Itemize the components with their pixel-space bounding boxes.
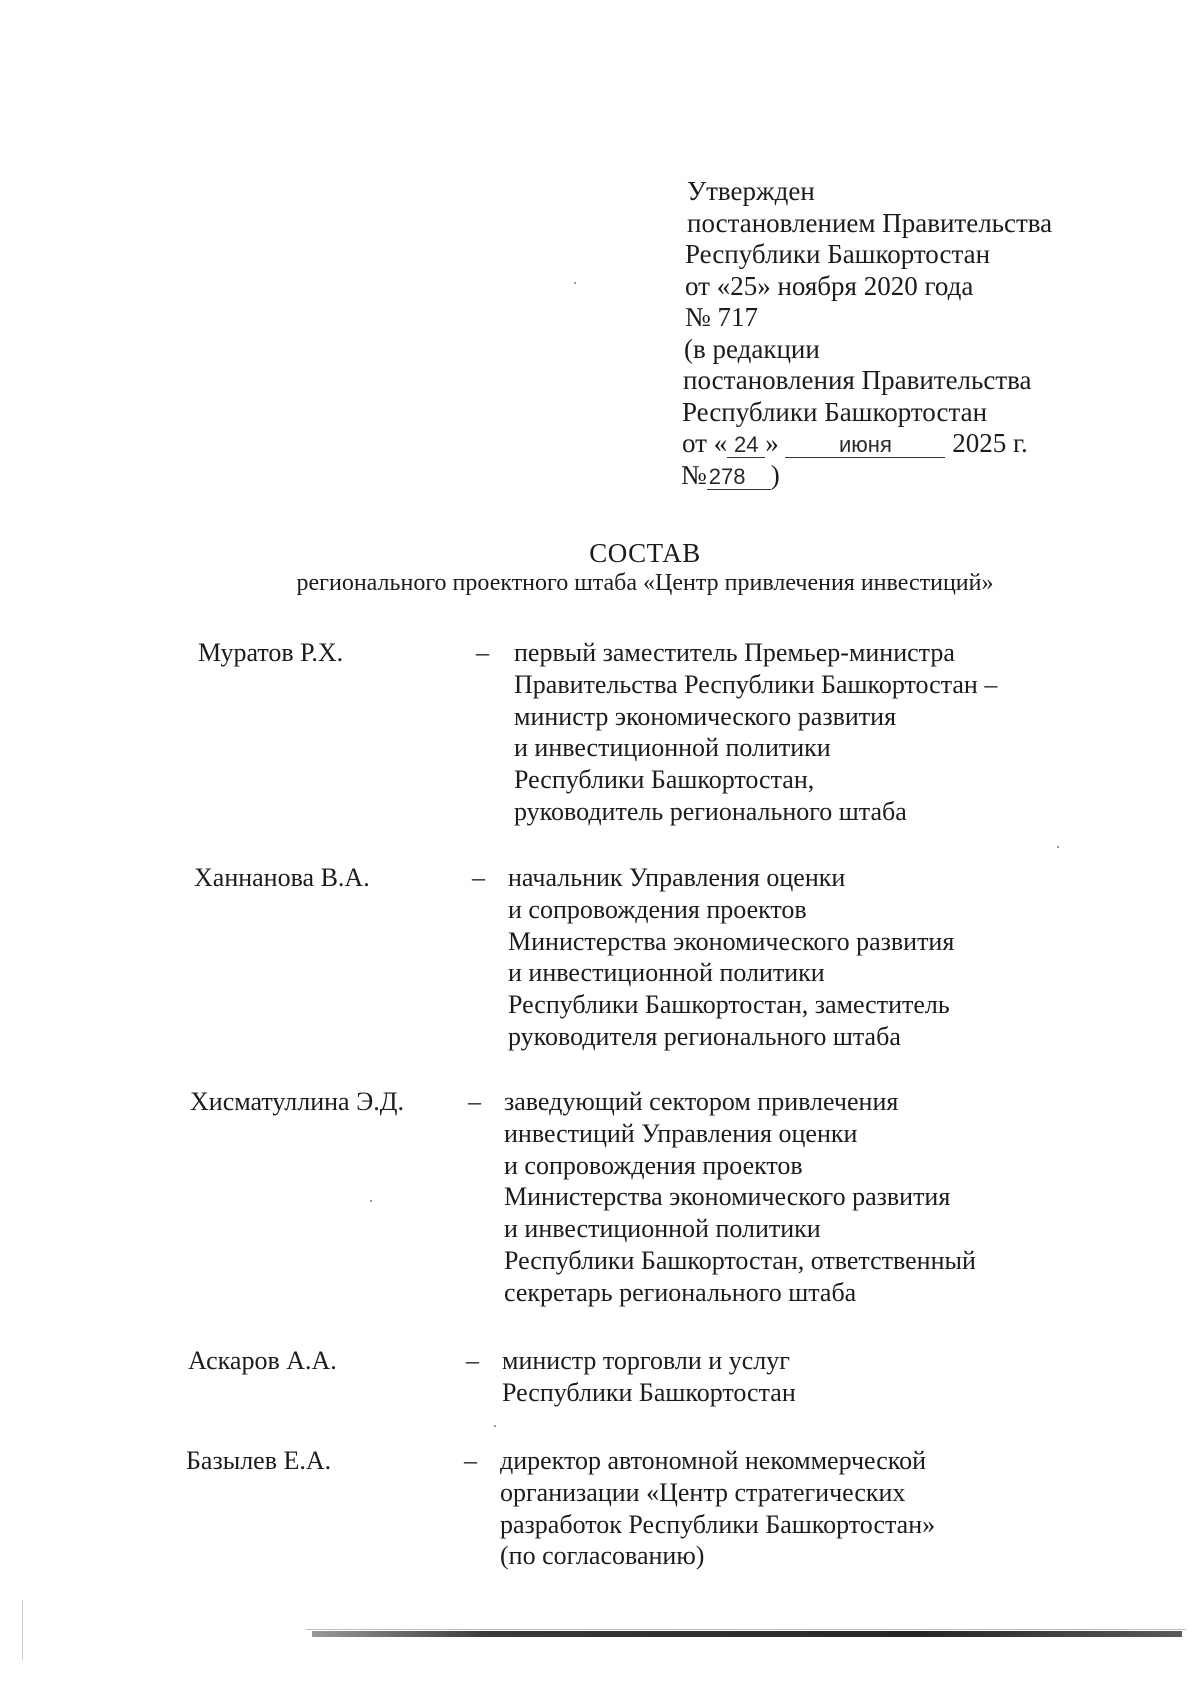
approval-line: Утвержден [687, 176, 815, 206]
number-suffix: ) [770, 459, 780, 490]
member-role-line: и сопровождения проектов [508, 894, 807, 924]
member-role-line: директор автономной некоммерческой [500, 1446, 926, 1475]
approval-line: Республики Башкортостан [682, 396, 988, 427]
member-role [500, 1445, 935, 1572]
document-subtitle: регионального проектного штаба «Центр привлечения инвестиций» [296, 570, 994, 596]
approval-line: постановлением Правительства [687, 207, 1053, 238]
member-name: Базылев Е.А. [186, 1446, 332, 1475]
approval-amendment-date [682, 428, 1107, 460]
scan-edge-mark [22, 1600, 23, 1660]
member-name: Ханнанова В.А. [194, 863, 370, 892]
member-role-line: Министерства экономического развития [504, 1182, 951, 1212]
member-role-line: и инвестиционной политики [508, 958, 825, 988]
member-role-line: начальник Управления оценки [508, 863, 846, 892]
member-role-line: руководителя регионального штаба [508, 1021, 901, 1051]
approval-stamp-block [681, 176, 1107, 491]
member-role-line: министр торговли и услуг [502, 1346, 790, 1375]
member-dash: – [476, 638, 489, 667]
approval-line: постановления Правительства [683, 365, 1032, 395]
member-role [514, 637, 997, 828]
scan-speck [494, 1425, 496, 1427]
member-role-line: заведующий сектором привлечения [504, 1087, 899, 1116]
member-name: Хисматуллина Э.Д. [190, 1087, 404, 1116]
member-role [508, 862, 954, 1053]
number-field: 278 [707, 465, 771, 490]
member-role [502, 1345, 796, 1409]
approval-line: Республики Башкортостан [685, 239, 991, 269]
member-dash: – [464, 1446, 477, 1475]
member-role-line: министр экономического развития [514, 701, 897, 731]
member-role-line: секретарь регионального штаба [504, 1277, 857, 1307]
member-name: Муратов Р.Х. [198, 638, 344, 667]
date-year: 2025 г. [952, 428, 1028, 458]
bottom-divider [312, 1631, 1182, 1637]
member-role-line: первый заместитель Премьер-министра [514, 638, 955, 667]
date-prefix: от « [682, 428, 728, 458]
member-role-line: Республики Башкортостан, ответственный [504, 1245, 976, 1275]
scan-speck [574, 282, 576, 284]
approval-original-date: от «25» ноября 2020 года [685, 270, 974, 301]
member-role-line: разработок Республики Башкортостан» [500, 1509, 936, 1539]
date-month-field: июня [785, 433, 945, 458]
member-role-line: инвестиций Управления оценки [504, 1118, 858, 1148]
approval-amendment-number [681, 460, 1107, 492]
member-role-line: организации «Центр стратегических [500, 1477, 906, 1507]
date-mid: » [765, 428, 779, 458]
member-role-line: (по согласованию) [500, 1541, 705, 1571]
member-role-line: Министерства экономического развития [508, 926, 955, 956]
member-dash: – [472, 863, 485, 892]
approval-line: (в редакции [684, 333, 820, 364]
document-title: СОСТАВ [589, 538, 701, 568]
member-role-line: Республики Башкортостан, заместитель [508, 990, 950, 1020]
scan-speck [1057, 846, 1059, 848]
member-dash: – [468, 1087, 481, 1116]
date-day-field: 24 [727, 433, 765, 458]
member-role-line: руководитель регионального штаба [514, 796, 907, 826]
member-role-line: Правительства Республики Башкортостан – [514, 669, 998, 699]
bottom-divider-thin [306, 1629, 1186, 1630]
member-role [504, 1086, 976, 1309]
member-role-line: и инвестиционной политики [504, 1214, 821, 1244]
member-name: Аскаров А.А. [188, 1346, 337, 1375]
member-role-line: и сопровождения проектов [504, 1150, 803, 1180]
member-dash: – [466, 1346, 479, 1375]
member-role-line: Республики Башкортостан, [514, 765, 815, 795]
number-prefix: № [681, 459, 707, 490]
member-role-line: Республики Башкортостан [502, 1377, 796, 1407]
scan-speck [370, 1200, 372, 1202]
approval-original-number: № 717 [685, 302, 759, 332]
member-role-line: и инвестиционной политики [514, 733, 831, 763]
